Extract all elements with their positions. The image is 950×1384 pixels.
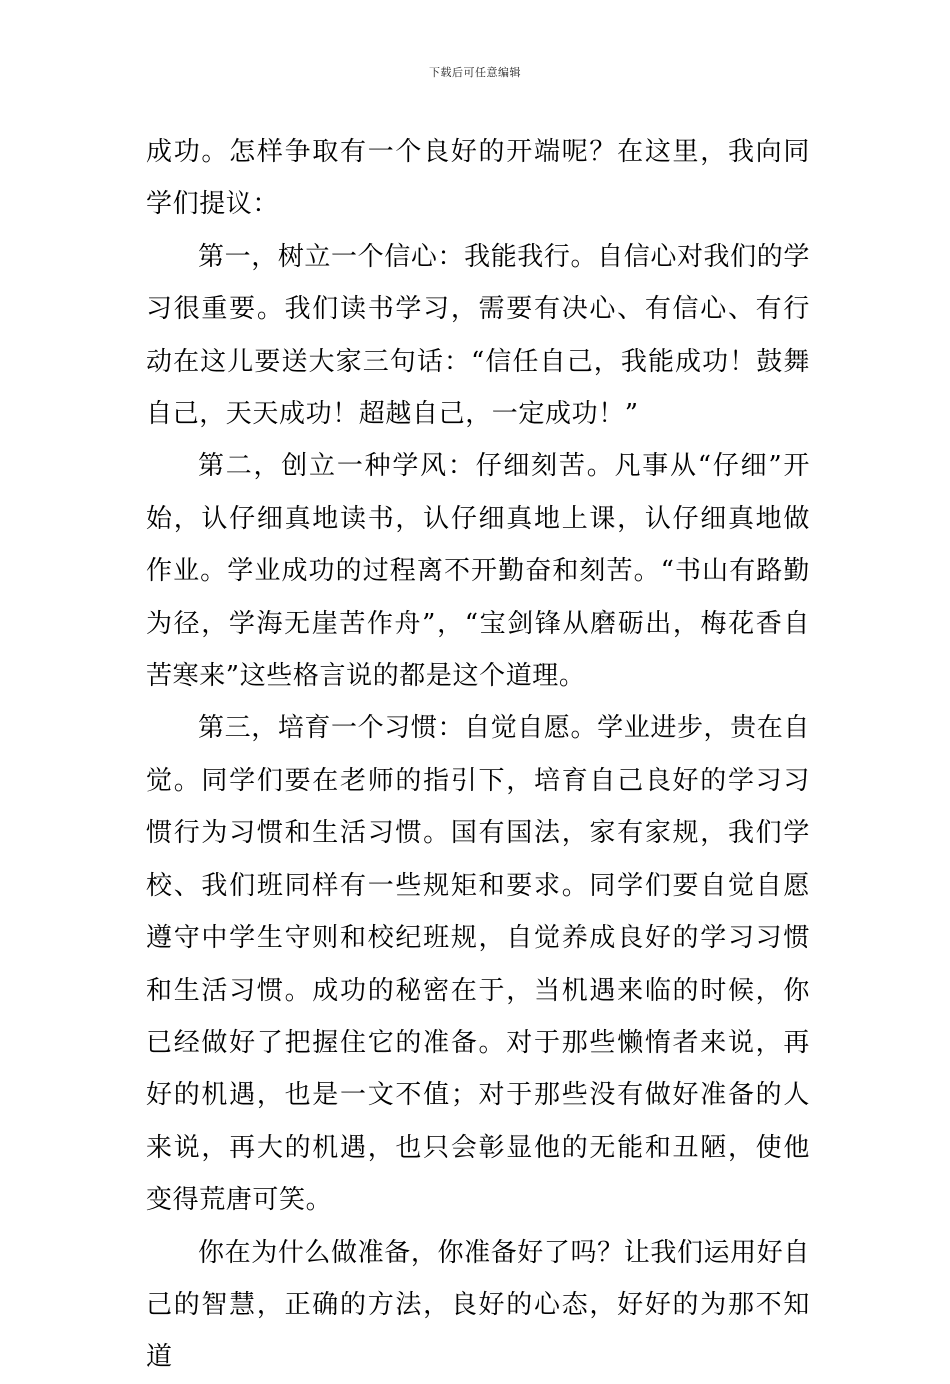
paragraph-closing: 你在为什么做准备，你准备好了吗？让我们运用好自己的智慧，正确的方法，良好的心态，好好的为那不知道: [146, 1237, 810, 1373]
paragraph-second-point: 第二，创立一种学风：仔细刻苦。凡事从“仔细”开始，认仔细真地读书，认仔细真地上课，认仔细真地做作业。学业成功的过程离不开勤奋和刻苦。“书山有路勤为径，学海无崖苦作舟”，“宝剑锋从磨砺出，梅花香自苦寒来”这些格言说的都是这个道理。: [146, 451, 810, 692]
page-header: 下载后可任意编辑: [429, 66, 521, 79]
paragraph-first-point: 第一，树立一个信心：我能我行。自信心对我们的学习很重要。我们读书学习，需要有决心、有信心、有行动在这儿要送大家三句话：“信任自己，我能成功！鼓舞自己，天天成功！超越自己，一定成功！”: [146, 241, 810, 430]
paragraph-intro: 成功。怎样争取有一个良好的开端呢？在这里，我向同学们提议：: [146, 137, 810, 220]
document-body: [146, 126, 810, 1384]
paragraph-third-point: 第三，培育一个习惯：自觉自愿。学业进步，贵在自觉。同学们要在老师的指引下，培育自己良好的学习习惯行为习惯和生活习惯。国有国法，家有家规，我们学校、我们班同样有一些规矩和要求。同学们要自觉自愿遵守中学生守则和校纪班规，自觉养成良好的学习习惯和生活习惯。成功的秘密在于，当机遇来临的时候，你已经做好了把握住它的准备。对于那些懒惰者来说，再好的机遇，也是一文不值；对于那些没有做好准备的人来说，再大的机遇，也只会彰显他的无能和丑陋，使他变得荒唐可笑。: [146, 713, 810, 1216]
